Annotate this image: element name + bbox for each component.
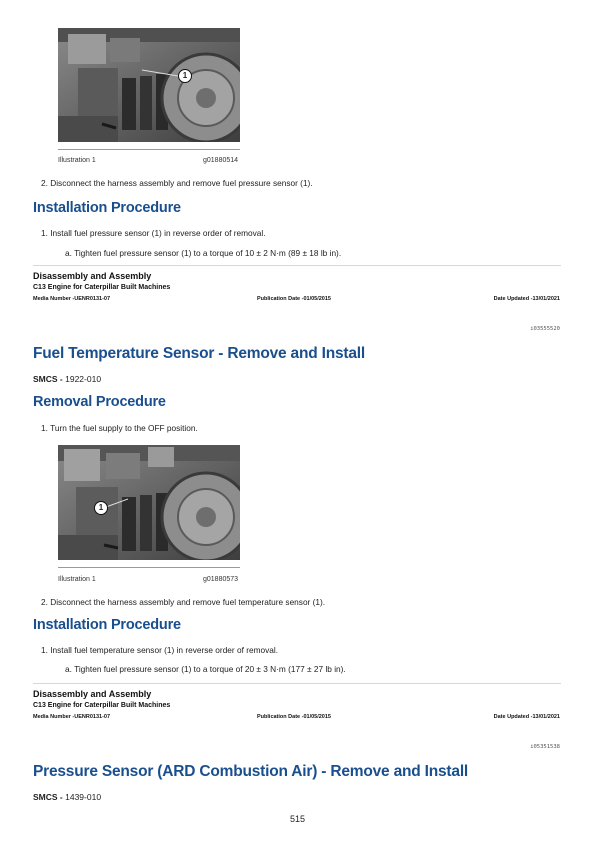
- figure-rule: [58, 149, 240, 150]
- section-heading: Installation Procedure: [33, 200, 181, 216]
- date-updated: Date Updated -13/01/2021: [493, 296, 560, 302]
- header-divider: [33, 683, 561, 684]
- smcs-value: 1439-010: [65, 792, 102, 802]
- doc-subtitle: C13 Engine for Caterpillar Built Machines: [33, 702, 171, 709]
- callout-marker: [178, 69, 192, 83]
- illustration-id: g01880514: [203, 157, 239, 164]
- media-number: Media Number -UENR0131-07: [33, 714, 111, 720]
- illustration-caption: Illustration 1: [58, 157, 96, 164]
- callout-number: 1: [182, 71, 188, 80]
- header-divider: [33, 265, 561, 266]
- section-heading: Installation Procedure: [33, 617, 181, 633]
- procedure-step: 2. Disconnect the harness assembly and remove fuel pressure sensor (1).: [41, 178, 313, 188]
- engine-photo-graphic: [58, 28, 240, 142]
- smcs-label: SMCS -: [33, 374, 66, 384]
- document-id: i03555520: [530, 326, 560, 332]
- smcs-label: SMCS -: [33, 792, 66, 802]
- media-number: Media Number -UENR0131-07: [33, 296, 111, 302]
- procedure-substep: a. Tighten fuel pressure sensor (1) to a torque of 20 ± 3 N·m (177 ± 27 lb in).: [65, 664, 346, 674]
- publication-date: Publication Date -01/05/2015: [257, 296, 331, 302]
- date-updated: Date Updated -13/01/2021: [493, 714, 560, 720]
- illustration-id: g01880573: [203, 576, 239, 583]
- procedure-step: 1. Turn the fuel supply to the OFF position.: [41, 423, 198, 433]
- publication-date: Publication Date -01/05/2015: [257, 714, 331, 720]
- procedure-step: 1. Install fuel pressure sensor (1) in reverse order of removal.: [41, 228, 266, 238]
- page-title: Pressure Sensor (ARD Combustion Air) - Remove and Install: [33, 763, 469, 780]
- smcs-code: [33, 374, 101, 384]
- page-number: 515: [289, 814, 306, 824]
- smcs-value: 1922-010: [65, 374, 102, 384]
- illustration-caption: Illustration 1: [58, 576, 96, 583]
- smcs-code: [33, 792, 101, 802]
- doc-title: Disassembly and Assembly: [33, 271, 152, 281]
- illustration-engine-fuel-pressure-sensor: [58, 28, 240, 142]
- callout-marker: [94, 501, 108, 515]
- section-heading: Removal Procedure: [33, 394, 166, 410]
- procedure-step: 2. Disconnect the harness assembly and remove fuel temperature sensor (1).: [41, 597, 326, 607]
- illustration-engine-fuel-temperature-sensor: [58, 445, 240, 560]
- document-id: i05351538: [530, 744, 560, 750]
- figure-rule: [58, 567, 240, 568]
- procedure-step: 1. Install fuel temperature sensor (1) in reverse order of removal.: [41, 645, 279, 655]
- page-title: Fuel Temperature Sensor - Remove and Install: [33, 345, 366, 362]
- callout-number: 1: [98, 503, 104, 512]
- doc-subtitle: C13 Engine for Caterpillar Built Machines: [33, 284, 171, 291]
- doc-title: Disassembly and Assembly: [33, 689, 152, 699]
- engine-photo-graphic: [58, 445, 240, 560]
- procedure-substep: a. Tighten fuel pressure sensor (1) to a torque of 10 ± 2 N·m (89 ± 18 lb in).: [65, 248, 342, 258]
